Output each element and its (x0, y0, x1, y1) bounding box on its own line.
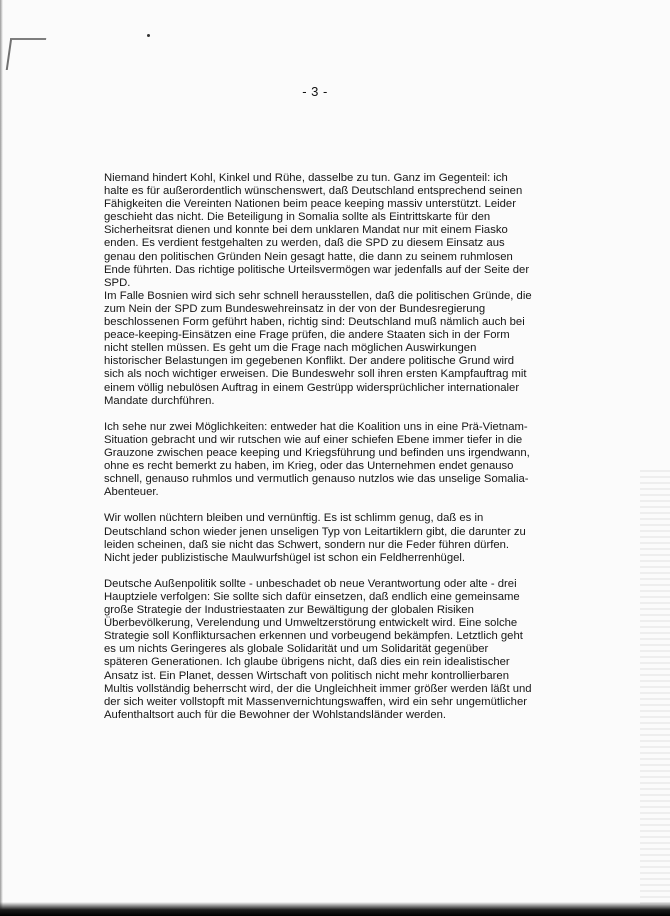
text-line: historischer Belastungen im gegebenen Konflikt. Der andere politische Grund wird (104, 355, 515, 368)
scan-noise-right (640, 470, 670, 916)
text-line: sich als noch wichtiger erweisen. Die Bundeswehr soll ihren ersten Kampfauftrag mit (104, 368, 527, 381)
text-line: Ansatz ist. Ein Planet, dessen Wirtschaft von politisch nicht mehr kontrollierbaren (104, 669, 509, 682)
text-line: einem völlig nebulösen Auftrag in einem Gestrüpp widersprüchlicher internationaler (104, 381, 520, 394)
text-line: zum Nein der SPD zum Bundeswehreinsatz in der von der Bundesregierung (104, 302, 486, 315)
text-line: Mandate durchführen. (104, 394, 215, 407)
text-line: Situation gebracht und wir rutschen wie auf einer schiefen Ebene immer tiefer in die (104, 433, 523, 446)
text-line: Grauzone zwischen peace keeping und Kriegsführung und befinden uns irgendwann, (104, 446, 530, 459)
text-line: enden. Es verdient festgehalten zu werden, daß die SPD zu diesem Einsatz aus (104, 237, 505, 250)
text-line: Strategie soll Konfliktursachen erkennen und vorbeugend bekämpfen. Letztlich geht (104, 630, 523, 643)
text-line: halte es für außerordentlich wünschenswert, daß Deutschland entsprechend seinen (104, 185, 523, 198)
scan-mark (6, 38, 46, 70)
page-number: - 3 - (302, 84, 328, 99)
body-text (104, 172, 534, 735)
text-line: Ende führten. Das richtige politische Urteilsvermögen war jedenfalls auf der Seite der (104, 263, 530, 276)
text-line: Wir wollen nüchtern bleiben und vernünftig. Es ist schlimm genug, daß es in (104, 512, 484, 525)
text-line: genau den politischen Gründen Nein gesagt hatte, die dann zu seinem ruhmlosen (104, 250, 513, 263)
text-line: Abenteuer. (104, 486, 159, 499)
text-line: geschieht das nicht. Die Beteiligung in Somalia sollte als Eintrittskarte für den (104, 211, 491, 224)
text-line: ohne es recht bemerkt zu haben, im Krieg, oder das Unternehmen endet genauso (104, 460, 514, 473)
scan-dot (147, 34, 150, 37)
text-line: leiden scheinen, daß sie nicht das Schwert, sondern nur die Feder führen dürfen. (104, 538, 510, 551)
text-line: es um nichts Geringeres als globale Solidarität und um Solidarität gegenüber (104, 643, 489, 656)
text-line: schnell, genauso ruhmlos und vermutlich genauso nutzlos wie das unselige Somalia- (104, 473, 529, 486)
text-line: Fähigkeiten die Vereinten Nationen beim peace keeping massiv unterstützt. Leider (104, 198, 516, 211)
scan-edge-left (0, 0, 3, 916)
text-line: späteren Generationen. Ich glaube übrigens nicht, daß dies ein rein idealistischer (104, 656, 510, 669)
text-line: Im Falle Bosnien wird sich sehr schnell herausstellen, daß die politischen Gründe, die (104, 289, 532, 302)
paragraph-5 (104, 578, 534, 722)
text-line: große Strategie der Industriestaaten zur Bewältigung der globalen Risiken (104, 604, 474, 617)
text-line: SPD. (104, 276, 131, 289)
text-line: nicht stellen müssen. Es geht um die Frage nach möglichen Auswirkungen (104, 342, 477, 355)
scan-edge-bottom (0, 902, 670, 916)
text-line: beschlossenen Form geführt haben, richtig sind: Deutschland muß nämlich auch bei (104, 316, 525, 329)
text-line: Sicherheitsrat dienen und konnte bei dem unklaren Mandat nur mit einem Fiasko (104, 224, 508, 237)
paragraph-4 (104, 512, 534, 564)
text-line: Deutsche Außenpolitik sollte - unbeschadet ob neue Verantwortung oder alte - drei (104, 577, 517, 590)
text-line: Nicht jeder publizistische Maulwurfshügel ist schon ein Feldherrenhügel. (104, 551, 466, 564)
text-line: Niemand hindert Kohl, Kinkel und Rühe, dasselbe zu tun. Ganz im Gegenteil: ich (104, 172, 508, 184)
text-line: Überbevölkerung, Verelendung und Umweltzerstörung entwickelt wird. Eine solche (104, 617, 518, 630)
text-line: Hauptziele verfolgen: Sie sollte sich dafür einsetzen, daß endlich eine gemeinsame (104, 591, 520, 603)
text-line: peace-keeping-Einsätzen eine Frage prüfen, die andere Staaten sich in der Form (104, 329, 510, 342)
text-line: der sich weiter vollstopft mit Massenvernichtungswaffen, wird ein sehr ungemütlicher (104, 695, 527, 708)
paragraph-1 (104, 172, 534, 290)
text-line: Deutschland schon wieder jenen unseligen Typ von Leitartiklern gibt, die darunter zu (104, 525, 526, 538)
text-line: Ich sehe nur zwei Möglichkeiten: entweder hat die Koalition uns in eine Prä-Vietnam- (104, 420, 528, 433)
text-line: Multis vollständig beherrscht wird, der die Ungleichheit immer größer werden läßt und (104, 682, 532, 695)
text-line: Aufenthaltsort auch für die Bewohner der Wohlstandsländer werden. (104, 708, 447, 721)
paragraph-2 (104, 290, 534, 408)
paragraph-3 (104, 421, 534, 500)
